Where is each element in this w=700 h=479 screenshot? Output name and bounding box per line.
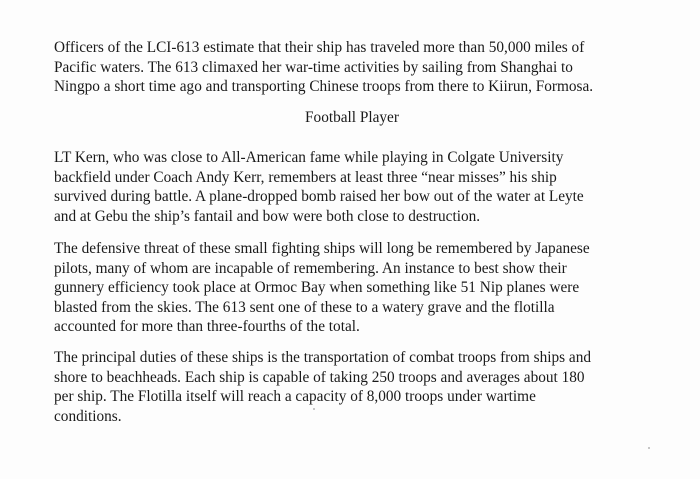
text-line: conditions. bbox=[54, 407, 122, 425]
text-line: gunnery efficiency took place at Ormoc Bay when something like 51 Nip planes were bbox=[54, 279, 580, 296]
text-line: shore to beachheads. Each ship is capable of taking 250 troops and averages about 180 bbox=[54, 368, 585, 386]
scan-speck bbox=[648, 447, 650, 449]
text-line: accounted for more than three-fourths of the total. bbox=[54, 318, 360, 335]
text-line: The principal duties of these ships is the transportation of combat troops from ships and bbox=[54, 349, 591, 366]
section-heading: Football Player bbox=[305, 109, 399, 126]
text-line: per ship. The Flotilla itself will reach a capacity of 8,000 troops under wartime bbox=[54, 388, 536, 405]
text-line: Officers of the LCI-613 estimate that their ship has traveled more than 50,000 miles of bbox=[54, 39, 585, 56]
text-line: pilots, many of whom are incapable of remembering. An instance to best show their bbox=[54, 259, 567, 277]
text-line: The defensive threat of these small fighting ships will long be remembered by Japanese bbox=[54, 240, 590, 257]
scan-speck bbox=[313, 408, 315, 410]
text-line: backfield under Coach Andy Kerr, remembers at least three “near misses” his ship bbox=[54, 168, 557, 186]
paragraph-mileage bbox=[54, 38, 694, 97]
text-line: blasted from the skies. The 613 sent one of these to a watery grave and the flotilla bbox=[54, 298, 555, 316]
paragraph-principal-duties bbox=[54, 348, 694, 426]
paragraph-kern bbox=[54, 148, 694, 226]
text-line: LT Kern, who was close to All-American fame while playing in Colgate University bbox=[54, 149, 564, 166]
paragraph-defensive-threat bbox=[54, 239, 694, 337]
text-line: survived during battle. A plane-dropped bomb raised her bow out of the water at Leyte bbox=[54, 188, 584, 205]
text-line: Pacific waters. The 613 climaxed her war-time activities by sailing from Shanghai to bbox=[54, 58, 573, 76]
text-line: and at Gebu the ship’s fantail and bow were both close to destruction. bbox=[54, 207, 481, 225]
text-line: Ningpo a short time ago and transporting Chinese troops from there to Kiirun, Formosa. bbox=[54, 78, 594, 95]
